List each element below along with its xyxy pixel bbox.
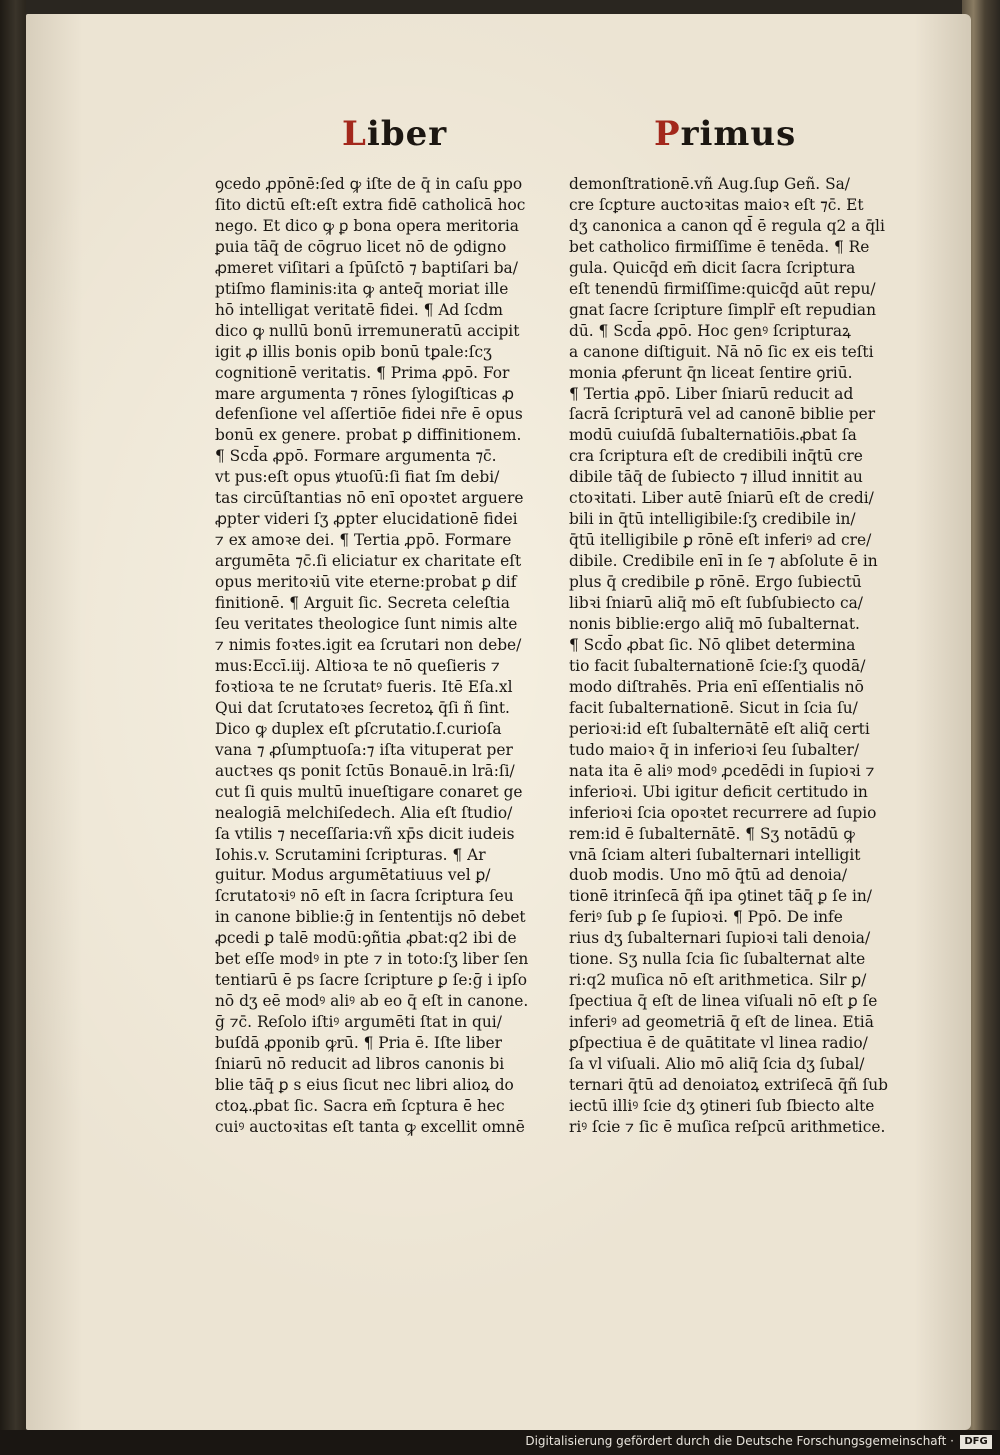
text-line: ꝑuia tāq̄ de cōgruo licet nō de ꝯdigno	[215, 237, 507, 256]
text-line: inferiꝰ ad geometriā q̄ eſt de linea. Etiā	[569, 1013, 874, 1032]
text-line: ꝑſpectiua ē de quātitate vl linea radio/	[569, 1034, 868, 1053]
text-line: ſa vl viſuali. Alio mō aliq̄ ſcia dʒ ſubal/	[569, 1055, 865, 1074]
running-head	[26, 114, 971, 164]
text-line: Qui dat ſcrutatoꝛes ſecretoꝝ q̄ſi ñ ſint.	[215, 698, 510, 717]
text-line: nata ita ē aliꝰ modꝰ ꝓcedēdi in ſupioꝛi ⁊	[569, 761, 875, 780]
text-line: ¶ Tertia ꝓpō. Liber ſniarū reducit ad	[569, 384, 854, 403]
text-line: defenſione vel aſſertiōe fidei nr̄e ē opus	[215, 405, 523, 424]
text-line: argumēta ⁊c̄.ſi eliciatur ex charitate eſt	[215, 552, 522, 571]
text-line: ꝓcedi ꝑ talē modū:ꝯñtia ꝓbat:q2 ibi de	[215, 929, 517, 948]
text-line: ſeu veritates theologice ſunt nimis alte	[215, 615, 518, 634]
text-line: ⁊ ex amoꝛe dei. ¶ Tertia ꝓpō. Formare	[215, 531, 512, 550]
text-line: cognitionē veritatis. ¶ Prima ꝓpō. For	[215, 363, 510, 382]
text-line: cut ſi quis multū inueſtigare conaret ge	[215, 782, 523, 801]
text-line: iectū illiꝰ ſcie dʒ ꝯtineri ſub ſbiecto alte	[569, 1096, 875, 1115]
text-line: ctoꝝ.ꝓbat ſic. Sacra em̄ ſcptura ē hec	[215, 1096, 505, 1115]
text-line: dū. ¶ Scd̄a ꝓpō. Hoc genꝰ ſcripturaꝝ	[569, 321, 851, 340]
text-line: ꝯcedo ꝓpōnē:ſed ꝙ iſte de q̄ in caſu ꝑpo	[215, 175, 523, 193]
dfg-logo: DFG	[960, 1435, 992, 1449]
text-line: inferioꝛi ſcia opoꝛtet recurrere ad ſupio	[569, 803, 877, 822]
text-line: facit ſubalternationē. Sicut in ſcia ſu/	[569, 698, 858, 717]
text-line: ctoꝛitati. Liber autē ſniarū eſt de credi/	[569, 489, 874, 508]
text-line: inferioꝛi. Ubi igitur deficit certitudo in	[569, 782, 868, 801]
text-line: dibile. Credibile enī in ſe ⁊ abſolute ē in	[569, 552, 878, 571]
text-line: libꝛi ſniarū aliq̄ mō eſt ſubſubiecto ca/	[569, 594, 863, 613]
text-line: buſdā ꝓponib ꝙrū. ¶ Pria ē. Iſte liber	[215, 1034, 503, 1053]
text-line: gula. Quicq̄d em̄ dicit ſacra ſcriptura	[569, 258, 856, 277]
text-line: blie tāq̄ ꝑ s eius ſicut nec libri alioꝝ do	[215, 1075, 514, 1094]
running-head-right: Primus	[654, 114, 797, 154]
text-line: cuiꝰ auctoꝛitas eſt tanta ꝙ excellit omnē	[215, 1117, 525, 1136]
text-line: dico ꝙ nullū bonū irremuneratū accipit	[215, 321, 520, 340]
text-line: ri:q2 muſica nō eſt arithmetica. Silr ꝑ/	[569, 971, 867, 990]
text-line: mus:Eccī.iij. Altioꝛa te nō queſieris ⁊	[215, 656, 500, 675]
text-line: nealogiā melchiſedech. Alia eſt ſtudio/	[215, 803, 513, 822]
funding-credit: Digitalisierung gefördert durch die Deutsche Forschungsgemeinschaft ·	[525, 1434, 954, 1448]
text-line: a canone diſtiguit. Nā nō ſic ex eis teſti	[569, 342, 874, 361]
text-line: bet catholico firmiſſime ē tenēda. ¶ Re	[569, 237, 870, 256]
text-line: auctꝛes qs ponit ſctūs Bonauē.in lrā:ſi/	[215, 761, 515, 780]
text-line: modū cuiuſdā ſubalternatiōis.ꝓbat ſa	[569, 426, 857, 445]
text-line: modo diſtrahēs. Pria enī eſſentialis nō	[569, 677, 864, 696]
left-text-column	[215, 174, 569, 1138]
text-line: Iohis.v. Scrutamini ſcripturas. ¶ Ar	[215, 845, 486, 864]
text-line: rius dʒ ſubalternari ſupioꝛi tali denoia/	[569, 929, 871, 948]
text-line: ſacrā ſcripturā vel ad canonē biblie per	[569, 405, 876, 424]
text-line: cra ſcriptura eſt de credibili inq̄tū cre	[569, 447, 863, 466]
text-line: mare argumenta ⁊ rōnes ſylogiſticas ꝓ	[215, 384, 514, 403]
text-line: tas circūſtantias nō enī opoꝛtet arguere	[215, 489, 524, 508]
text-line: ¶ Scd̄o ꝓbat ſic. Nō qlibet determina	[569, 635, 856, 654]
text-line: foꝛtioꝛa te ne ſcrutatꝰ fueris. Itē Eſa.xl	[215, 677, 513, 696]
text-line: eſt tenendū firmiſſime:quicq̄d aūt repu/	[569, 279, 876, 298]
book-spine	[0, 0, 26, 1455]
text-line: ¶ Scd̄a ꝓpō. Formare argumenta ⁊c̄.	[215, 447, 497, 466]
text-line: nō dʒ eē modꝰ aliꝰ ab eo q̄ eſt in canone.	[215, 992, 529, 1011]
right-text-column	[569, 174, 933, 1138]
text-line: ſcrutatoꝛiꝰ nō eſt in ſacra ſcriptura ſeu	[215, 887, 514, 906]
text-line: riꝰ ſcie ⁊ ſic ē muſica reſpcū arithmetice.	[569, 1117, 886, 1136]
text-line: guitur. Modus argumētatiuus vel ꝑ/	[215, 866, 491, 885]
text-line: ptiſmo flaminis:ita ꝙ anteq̄ moriat ille	[215, 279, 509, 298]
book-page	[26, 14, 971, 1430]
text-line: ꝓpter videri ſʒ ꝓpter elucidationē fidei	[215, 510, 518, 529]
text-line: plus q̄ credibile ꝑ rōnē. Ergo ſubiectū	[569, 573, 862, 592]
text-line: bili in q̄tū intelligibile:ſʒ credibile in/	[569, 510, 856, 529]
text-line: tio facit ſubalternationē ſcie:ſʒ quodā/	[569, 656, 866, 675]
text-line: bet eſſe modꝰ in pte ⁊ in toto:ſʒ liber ſen	[215, 950, 529, 969]
text-line: vnā ſciam alteri ſubalternari intelligit	[569, 845, 861, 864]
text-line: dʒ canonica a canon qd̄ ē regula q2 a q̄li	[569, 216, 885, 235]
text-line: Dico ꝙ duplex eſt ꝑſcrutatio.ſ.curioſa	[215, 719, 502, 738]
text-line: tione. Sʒ nulla ſcia ſic ſubalternat alte	[569, 950, 866, 969]
text-line: tudo maioꝛ q̄ in inferioꝛi ſeu ſubalter/	[569, 740, 860, 759]
text-line: ſpectiua q̄ eſt de linea viſuali nō eſt ꝑ ſe	[569, 992, 878, 1011]
text-line: nonis biblie:ergo aliq̄ mō ſubalternat.	[569, 615, 860, 634]
text-line: ḡ ⁊c̄. Reſolo iſtiꝰ argumēti ſtat in qui/	[215, 1013, 502, 1032]
text-line: dibile tāq̄ de ſubiecto ⁊ illud innitit au	[569, 468, 863, 487]
text-line: nego. Et dico ꝙ ꝑ bona opera meritoria	[215, 216, 519, 235]
text-line: tionē itrinſecā q̄ñ ipa ꝯtinet tāq̄ ꝑ ſe in/	[569, 887, 872, 906]
text-line: finitionē. ¶ Arguit ſic. Secreta celeſtia	[215, 594, 510, 613]
text-line: demonſtrationē.vñ Aug.ſuꝑ Geñ. Sa/	[569, 175, 850, 193]
text-line: in canone biblie:ḡ in ſententijs nō debet	[215, 908, 526, 927]
text-line: opus meritoꝛiū vite eterne:probat ꝑ dif	[215, 573, 517, 592]
text-line: gnat ſacre ſcripture ſimplr̄ eſt repudian	[569, 300, 876, 319]
text-line: ⁊ nimis foꝛtes.igit ea ſcrutari non debe/	[215, 635, 522, 654]
text-line: ꝓmeret viſitari a ſpūſctō ⁊ baptiſari ba/	[215, 258, 518, 277]
text-line: ternari q̄tū ad denoiatoꝝ extriſecā q̄ñ ſub	[569, 1075, 889, 1094]
text-line: vt pus:eſt opus ꝟtuoſū:ſi fiat ſm debi/	[215, 468, 500, 487]
text-line: ſa vtilis ⁊ neceſſaria:vñ xp̄s dicit iudeis	[215, 824, 515, 843]
text-line: q̄tū itelligibile ꝑ rōnē eſt inferiꝰ ad cre/	[569, 531, 872, 550]
text-line: feriꝰ ſub ꝑ ſe ſupioꝛi. ¶ Ppō. De infe	[569, 908, 843, 927]
text-line: cre ſcꝑture auctoꝛitas maioꝛ eſt ⁊c̄. Et	[569, 195, 864, 214]
text-line: ſito dictū eſt:eſt extra fidē catholicā hoc	[215, 195, 526, 214]
text-line: ſniarū nō reducit ad libros canonis bi	[215, 1055, 505, 1074]
text-line: bonū ex genere. probat ꝑ diffinitionem.	[215, 426, 522, 445]
text-line: vana ⁊ ꝓſumptuoſa:⁊ iſta vituperat per	[215, 740, 513, 759]
text-line: tentiarū ē ps ſacre ſcripture ꝑ ſe:ḡ i ipſo	[215, 971, 527, 990]
text-line: monia ꝓferunt q̄n liceat ſentire ꝯriū.	[569, 363, 853, 382]
text-line: igit ꝓ illis bonis opib bonū tꝑale:ſcʒ	[215, 342, 492, 361]
digitization-footer	[0, 1430, 1000, 1455]
text-line: hō intelligat veritatē fidei. ¶ Ad ſcdm	[215, 300, 503, 319]
text-line: rem:id ē ſubalternātē. ¶ Sʒ notādū ꝙ	[569, 824, 855, 843]
text-line: duob modis. Uno mō q̄tū ad denoia/	[569, 866, 848, 885]
running-head-left: Liber	[342, 114, 448, 154]
text-line: perioꝛi:id eſt ſubalternātē eſt aliq̄ certi	[569, 719, 870, 738]
